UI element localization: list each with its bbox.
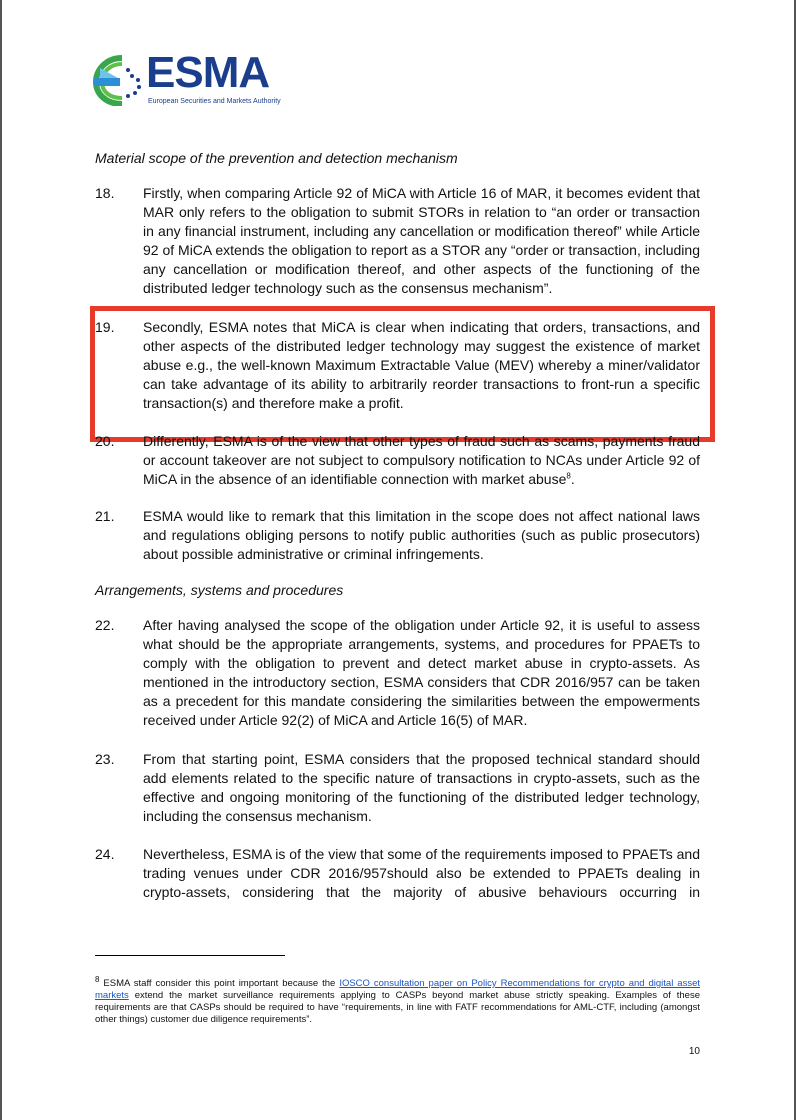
paragraph-24: [95, 845, 700, 902]
section-heading-arrangements: Arrangements, systems and procedures: [95, 582, 344, 598]
footnote-text-start: ESMA staff consider this point important because the: [99, 978, 340, 989]
paragraph-number: 22.: [95, 617, 115, 633]
page-number: 10: [688, 1046, 700, 1057]
paragraph-text-body: Differently, ESMA is of the view that other types of fraud such as scams, payments fraud or account takeover are not subject to compulsory notification to NCAs under Article 92 of MiCA in the absence of an identifiable connection with market abuse: [143, 433, 700, 487]
paragraph-number: 20.: [95, 433, 115, 449]
section-heading-scope: Material scope of the prevention and detection mechanism: [95, 150, 458, 166]
paragraph-text: Secondly, ESMA notes that MiCA is clear when indicating that orders, transactions, and other aspects of the distributed ledger technology may suggest the existence of market abuse e.g., the well-known Maximum Extractable Value (MEV) whereby a miner/validator can take advantage of its ability to arbitrarily reorder transactions to front-run a specific transaction(s) and therefore make a profit.: [143, 319, 700, 411]
esma-logo: [92, 48, 292, 112]
paragraph-text: Firstly, when comparing Article 92 of MiCA with Article 16 of MAR, it becomes evident that MAR only refers to the obligation to submit STORs in relation to “an order or transaction in any financial instrument, including any cancellation or modification thereof” while Article 92 of MiCA extends the obligation to report as a STOR any “order or transaction, including any cancellation or modification thereof, and other aspects of the functioning of the distributed ledger technology such as the consensus mechanism”.: [143, 185, 700, 296]
paragraph-text: ESMA would like to remark that this limitation in the scope does not affect national laws and regulations obliging persons to notify public authorities (such as public prosecutors) about possible administrative or criminal infringements.: [143, 508, 700, 562]
paragraph-number: 19.: [95, 319, 115, 335]
paragraph-text: From that starting point, ESMA considers that the proposed technical standard should add elements related to the specific nature of transactions in crypto-assets, such as the effective and ongoing monitoring of the functioning of the distributed ledger technology, including the consensus mechanism.: [143, 751, 700, 824]
paragraph-22: [95, 616, 700, 730]
paragraph-18: [95, 184, 700, 298]
paragraph-text: [143, 432, 700, 489]
paragraph-number: 23.: [95, 751, 115, 767]
logo-wordmark: ESMA: [146, 48, 270, 97]
footnote: [95, 974, 700, 1026]
paragraph-text: Nevertheless, ESMA is of the view that some of the requirements imposed to PPAETs and trading venues under CDR 2016/957should also be extended to PPAETs dealing in crypto-assets, considering that the majority of abusive behaviours occurring in: [143, 846, 700, 900]
paragraph-23: [95, 750, 700, 826]
esma-logo-icon: [92, 54, 148, 106]
paragraph-text: After having analysed the scope of the obligation under Article 92, it is useful to assess what should be the appropriate arrangements, systems, and procedures for PPAETs to comply with the obligation to prevent and detect market abuse in crypto-assets. As mentioned in the introductory section, ESMA considers that CDR 2016/957 can be taken as a precedent for this mandate considering the similarities between the empowerments received under Article 92(2) of MiCA and Article 16(5) of MAR.: [143, 617, 700, 728]
paragraph-number: 24.: [95, 846, 115, 862]
paragraph-number: 21.: [95, 508, 115, 524]
paragraph-text-end: .: [570, 471, 575, 487]
paragraph-21: [95, 507, 700, 564]
paragraph-number: 18.: [95, 185, 115, 201]
footnote-separator: [95, 955, 285, 956]
logo-subtitle: European Securities and Markets Authority: [148, 98, 281, 105]
iosco-consultation-link[interactable]: IOSCO consultation paper on Policy Recommendations for crypto and digital asset markets: [95, 978, 700, 1001]
footnote-ref[interactable]: 8: [566, 471, 571, 481]
paragraph-20: [95, 432, 700, 489]
footnote-marker: 8: [95, 974, 100, 984]
footnote-text-end: extend the market surveillance requirements applying to CASPs beyond market abuse strictly speaking. Examples of these requirements are that CASPs should be required to have “requirements, in line with FATF recommendations for AML-CTF, including (amongst other things) customer due diligence requirements”.: [95, 990, 700, 1025]
paragraph-19: [95, 318, 700, 413]
